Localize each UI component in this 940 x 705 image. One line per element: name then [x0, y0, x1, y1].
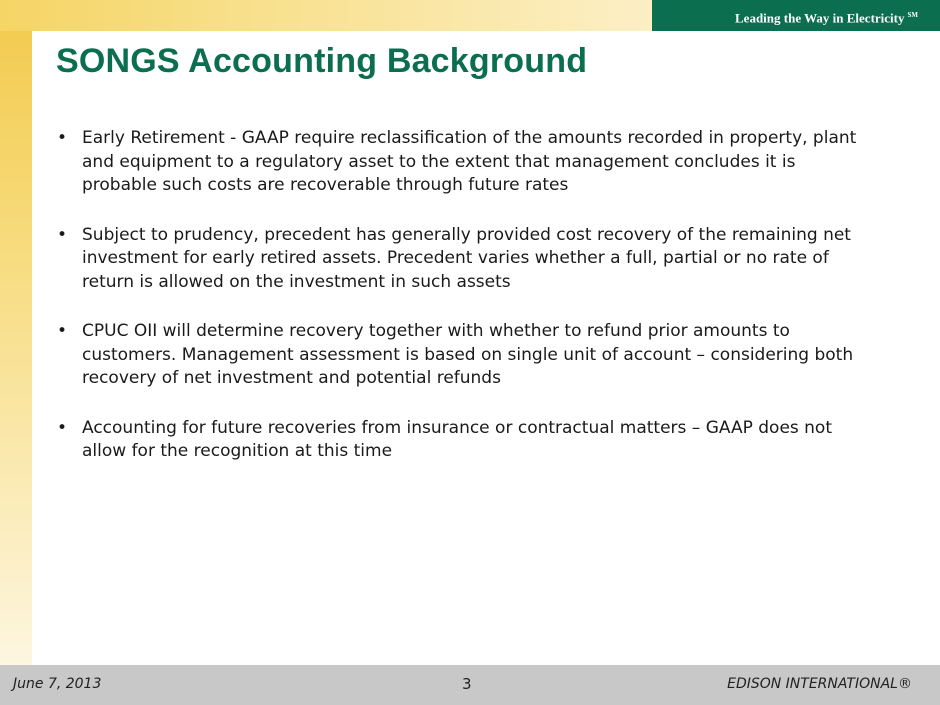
bullet-list [57, 127, 867, 490]
header-tagline: Leading the Way in Electricity [735, 10, 905, 26]
bullet-item [57, 417, 867, 464]
bullet-item [57, 127, 867, 198]
bullet-text: Subject to prudency, precedent has generally provided cost recovery of the remaining net investment for early retired assets. Precedent varies whether a full, partial or no rate of return is allowed on the investment in such assets [82, 224, 851, 292]
service-mark: SM [907, 11, 918, 19]
page-title: SONGS Accounting Background [56, 42, 588, 80]
bullet-text: Accounting for future recoveries from insurance or contractual matters – GAAP does not allow for the recognition at this time [82, 417, 833, 461]
bullet-marker: • [57, 128, 68, 148]
bullet-text: Early Retirement - GAAP require reclassification of the amounts recorded in property, plant and equipment to a regulatory asset to the extent that management concludes it is probable such costs are recoverable through future rates [82, 128, 857, 195]
top-gradient-band [0, 0, 652, 31]
bullet-text: CPUC OII will determine recovery together with whether to refund prior amounts to customers. Management assessment is based on single unit of account – considering both recovery of net investment and potential refunds [82, 321, 854, 388]
bullet-item [57, 224, 867, 295]
footer-date: June 7, 2013 [13, 676, 102, 692]
header-tagline-box [652, 0, 940, 31]
footer-company-name: EDISON INTERNATIONAL® [727, 676, 912, 692]
bullet-marker: • [57, 417, 68, 438]
left-gradient-band [0, 0, 32, 665]
bullet-marker: • [57, 224, 68, 245]
page-number: 3 [462, 675, 472, 693]
bullet-item [57, 320, 867, 391]
bullet-marker: • [57, 321, 68, 341]
footer-bar [0, 665, 940, 705]
